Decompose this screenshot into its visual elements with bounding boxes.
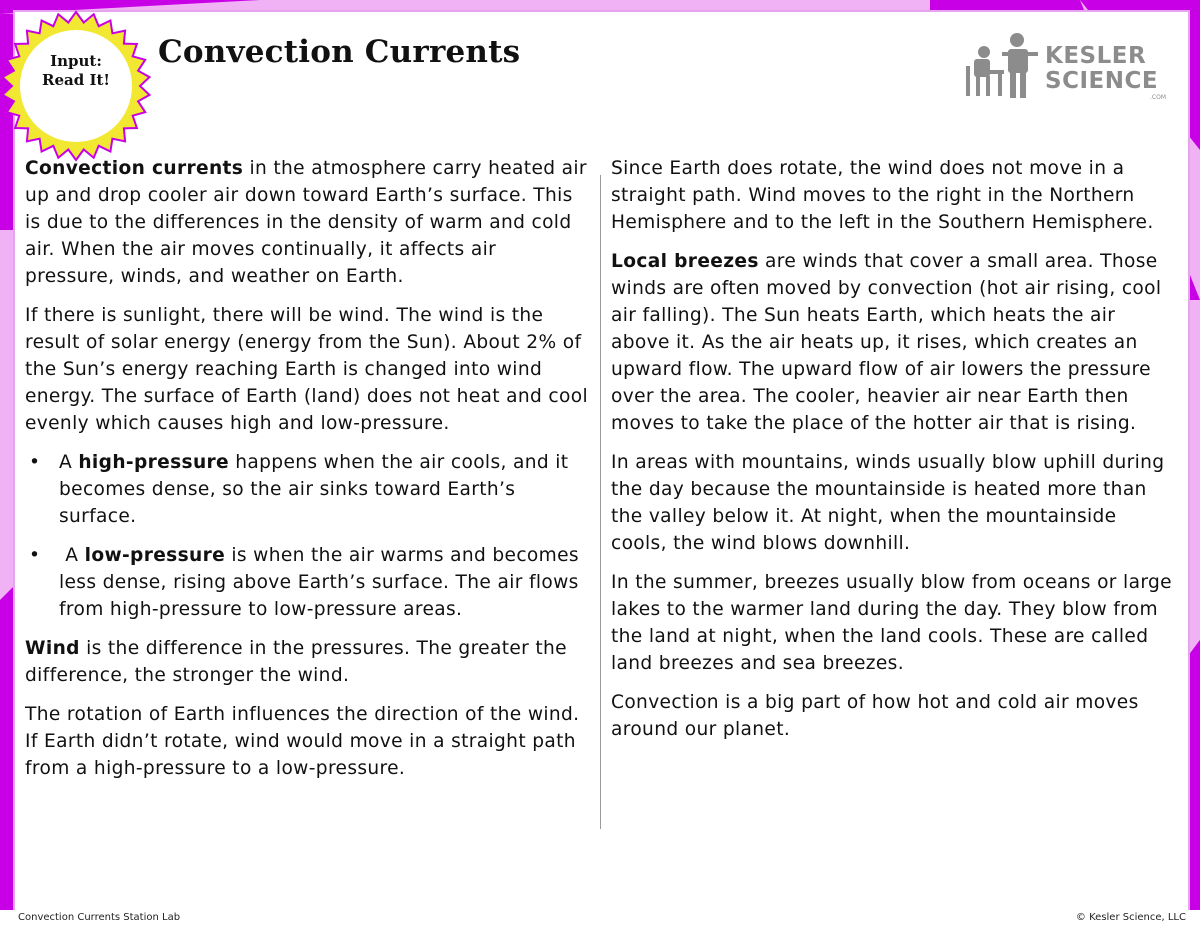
bullet-text (59, 449, 591, 530)
term-convection-currents: Convection currents (25, 158, 244, 179)
badge-label (20, 52, 132, 90)
paragraph-convection (25, 155, 591, 290)
bullet-low-pressure (25, 542, 591, 623)
column-divider (600, 175, 601, 829)
term-low-pressure: low-pressure (84, 545, 226, 566)
paragraph-rotation: The rotation of Earth influences the direction of the wind. If Earth didn’t rotate, wind would move in a straight path from a high-pressure to a low-pressure. (25, 704, 580, 779)
paragraph-rotation-continued: Since Earth does rotate, the wind does not move in a straight path. Wind moves to the right in the Northern Hemisphere and to the left in the Southern Hemisphere. (611, 158, 1154, 233)
logo-wordmark (1045, 44, 1158, 94)
bullet-body-text: is when the air warms and becomes less dense, rising above Earth’s surface. The air flows from high-pressure to low-pressure areas. (59, 545, 579, 620)
paragraph-summer-breezes: In the summer, breezes usually blow from oceans or large lakes to the warmer land during the day. They blow from the land at night, when the land cools. These are called land breezes and sea breezes. (611, 572, 1172, 674)
bullet-dot: • (29, 452, 41, 473)
paragraph-text: are winds that cover a small area. Those winds are often moved by convection (hot air rising, cool air falling). The Sun heats Earth, which heats the air above it. As the air heats up, it rises, which creates an upward flow. The upward flow of air lowers the pressure over the area. The cooler, heavier air near Earth then moves to take the place of the hotter air that is rising. (611, 251, 1162, 434)
badge-line-1: Input: (50, 52, 102, 70)
paragraph-text: is the difference in the pressures. The greater the difference, the stronger the wind. (25, 638, 567, 686)
left-column (25, 155, 591, 794)
badge-line-2: Read It! (42, 71, 110, 89)
logo-line-1: KESLER (1045, 43, 1147, 69)
bullet-dot: • (29, 545, 41, 566)
footer-lab-name: Convection Currents Station Lab (18, 912, 181, 923)
logo-suffix: .COM (1150, 94, 1166, 101)
term-high-pressure: high-pressure (78, 452, 230, 473)
logo-line-2: SCIENCE (1045, 68, 1159, 94)
paragraph-mountains: In areas with mountains, winds usually blow uphill during the day because the mountainside is heated more than the valley below it. At night, when the mountainside cools, the wind blows downhill. (611, 452, 1165, 554)
bullet-body-text: happens when the air cools, and it becomes dense, so the air sinks toward Earth’s surface. (59, 452, 569, 527)
bullet-text (59, 542, 591, 623)
bullet-prefix: A (59, 545, 85, 566)
bullet-high-pressure (25, 449, 591, 530)
paragraph-text: in the atmosphere carry heated air up and drop cooler air down toward Earth’s surface. This is due to the differences in the density of warm and cold air. When the air moves continually, it affects air pressure, winds, and weather on Earth. (25, 158, 587, 287)
bullet-prefix: A (59, 452, 79, 473)
paragraph-sunlight: If there is sunlight, there will be wind. The wind is the result of solar energy (energy from the Sun). About 2% of the Sun’s energy reaching Earth is changed into wind energy. The surface of Earth (land) does not heat and cool evenly which causes high and low-pressure. (25, 305, 588, 434)
footer-copyright: © Kesler Science, LLC (1075, 912, 1186, 923)
term-wind: Wind (25, 638, 80, 659)
page-title: Convection Currents (158, 34, 521, 70)
term-local-breezes: Local breezes (611, 251, 759, 272)
paragraph-conclusion: Convection is a big part of how hot and cold air moves around our planet. (611, 692, 1139, 740)
paragraph-wind (25, 635, 591, 689)
paragraph-local-breezes (611, 248, 1177, 437)
right-column (611, 155, 1177, 755)
